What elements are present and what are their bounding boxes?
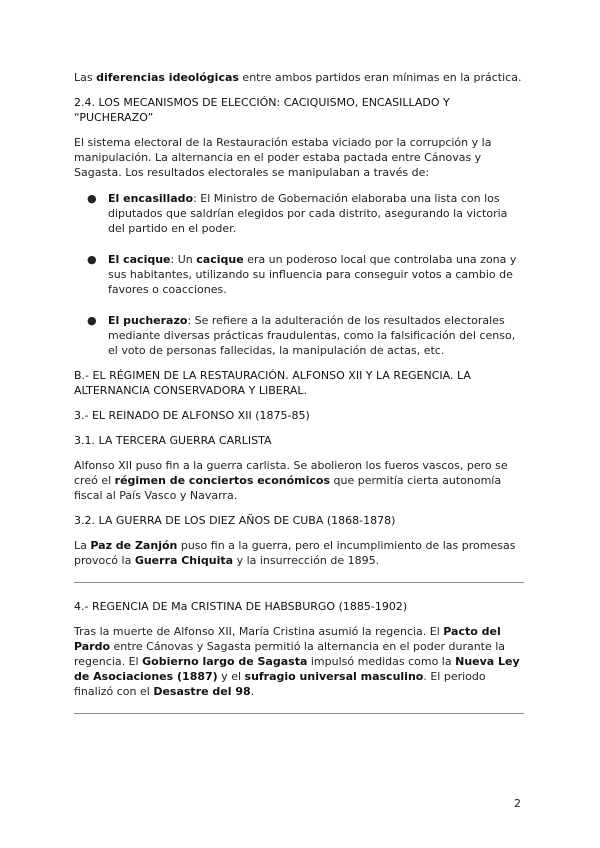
section-4-text-6: . bbox=[250, 685, 255, 698]
section-3-1-bold-1: régimen de conciertos económicos bbox=[114, 474, 330, 487]
section-4-bold-5: Desastre del 98 bbox=[153, 685, 251, 698]
section-4-bold-2: Gobierno largo de Sagasta bbox=[142, 655, 308, 668]
section-3-heading: 3.- EL REINADO DE ALFONSO XII (1875-85) bbox=[74, 409, 310, 422]
section-4-text-4: y el bbox=[217, 670, 245, 683]
section-b-heading: B.- EL RÉGIMEN DE LA RESTAURACIÓN. ALFONSO XII Y LA REGENCIA. LA ALTERNANCIA CONSERVADORA Y LIBERAL. bbox=[74, 369, 471, 397]
section-3-1-text-2: que permitía cierta autonomía fiscal al País Vasco y Navarra. bbox=[74, 474, 502, 502]
section-3-2-text-2: puso fin a la guerra, pero el incumplimiento de las promesas provocó la bbox=[74, 539, 516, 567]
section-3-2-heading: 3.2. LA GUERRA DE LOS DIEZ AÑOS DE CUBA (1868-1878) bbox=[74, 514, 396, 527]
section-2-4-body: El sistema electoral de la Restauración estaba viciado por la corrupción y la manipulación. La alternancia en el poder estaba pactada entre Cánovas y Sagasta. Los resultados electorales se manipulaban a través de: bbox=[74, 136, 492, 179]
section-3-2-text-1: La bbox=[74, 539, 91, 552]
section-3-2-text-3: y la insurrección de 1895. bbox=[233, 554, 380, 567]
section-divider bbox=[74, 582, 524, 583]
definition-pucherazo: : Se refiere a la adulteración de los resultados electorales mediante diversas prácticas fraudulentas, como la falsificación del censo, el voto de personas fallecidas, la manipulación de actas, etc. bbox=[108, 314, 516, 357]
definition-encasillado: : El Ministro de Gobernación elaboraba una lista con los diputados que saldrían elegidos por cada distrito, asegurando la victoria del partido en el poder. bbox=[108, 192, 508, 235]
election-mechanisms-list bbox=[74, 191, 526, 358]
section-divider bbox=[74, 713, 524, 714]
section-3-1-heading: 3.1. LA TERCERA GUERRA CARLISTA bbox=[74, 434, 272, 447]
section-4-text-5: . El periodo finalizó con el bbox=[74, 670, 486, 698]
definition-cacique-1: : Un bbox=[170, 253, 197, 266]
term-encasillado: El encasillado bbox=[108, 192, 194, 205]
list-item-encasillado bbox=[74, 191, 526, 236]
section-4-heading: 4.- REGENCIA DE Ma CRISTINA DE HABSBURGO (1885-1902) bbox=[74, 600, 408, 613]
list-item-pucherazo bbox=[74, 313, 526, 358]
bullet-icon: ● bbox=[87, 314, 97, 327]
section-3-2-bold-2: Guerra Chiquita bbox=[134, 554, 234, 567]
section-4-bold-3: Nueva Ley de Asociaciones (1887) bbox=[74, 655, 520, 683]
section-3-2-bold-1: Paz de Zanjón bbox=[90, 539, 178, 552]
section-2-4-heading: 2.4. LOS MECANISMOS DE ELECCIÓN: CACIQUISMO, ENCASILLADO Y “PUCHERAZO” bbox=[74, 96, 450, 124]
section-4-text-3: impulsó medidas como la bbox=[307, 655, 456, 668]
list-item-cacique bbox=[74, 252, 526, 297]
page-content bbox=[74, 70, 526, 714]
section-4-text-2: entre Cánovas y Sagasta permitió la alternancia en el poder durante la regencia. El bbox=[74, 640, 506, 668]
term-pucherazo: El pucherazo bbox=[108, 314, 188, 327]
intro-paragraph bbox=[74, 70, 526, 85]
page-number: 2 bbox=[514, 797, 521, 810]
intro-bold: diferencias ideológicas bbox=[96, 71, 239, 84]
section-4-bold-1: Pacto del Pardo bbox=[74, 625, 501, 653]
term-cacique: El cacique bbox=[108, 253, 171, 266]
section-4-body bbox=[74, 624, 526, 699]
section-4-text-1: Tras la muerte de Alfonso XII, María Cristina asumió la regencia. El bbox=[74, 625, 444, 638]
section-4-bold-4: sufragio universal masculino bbox=[244, 670, 424, 683]
section-3-1-text-1: Alfonso XII puso fin a la guerra carlista. Se abolieron los fueros vascos, pero se creó el bbox=[74, 459, 508, 487]
bullet-icon: ● bbox=[87, 253, 97, 266]
intro-text-1: Las bbox=[74, 71, 97, 84]
section-3-2-body bbox=[74, 538, 526, 568]
definition-cacique-2: era un poderoso local que controlaba una zona y sus habitantes, utilizando su influencia para conseguir votos a cambio de favores o coacciones. bbox=[108, 253, 517, 296]
term-cacique-inline: cacique bbox=[196, 253, 244, 266]
bullet-icon: ● bbox=[87, 192, 97, 205]
intro-text-2: entre ambos partidos eran mínimas en la práctica. bbox=[238, 71, 522, 84]
section-3-1-body bbox=[74, 458, 526, 503]
